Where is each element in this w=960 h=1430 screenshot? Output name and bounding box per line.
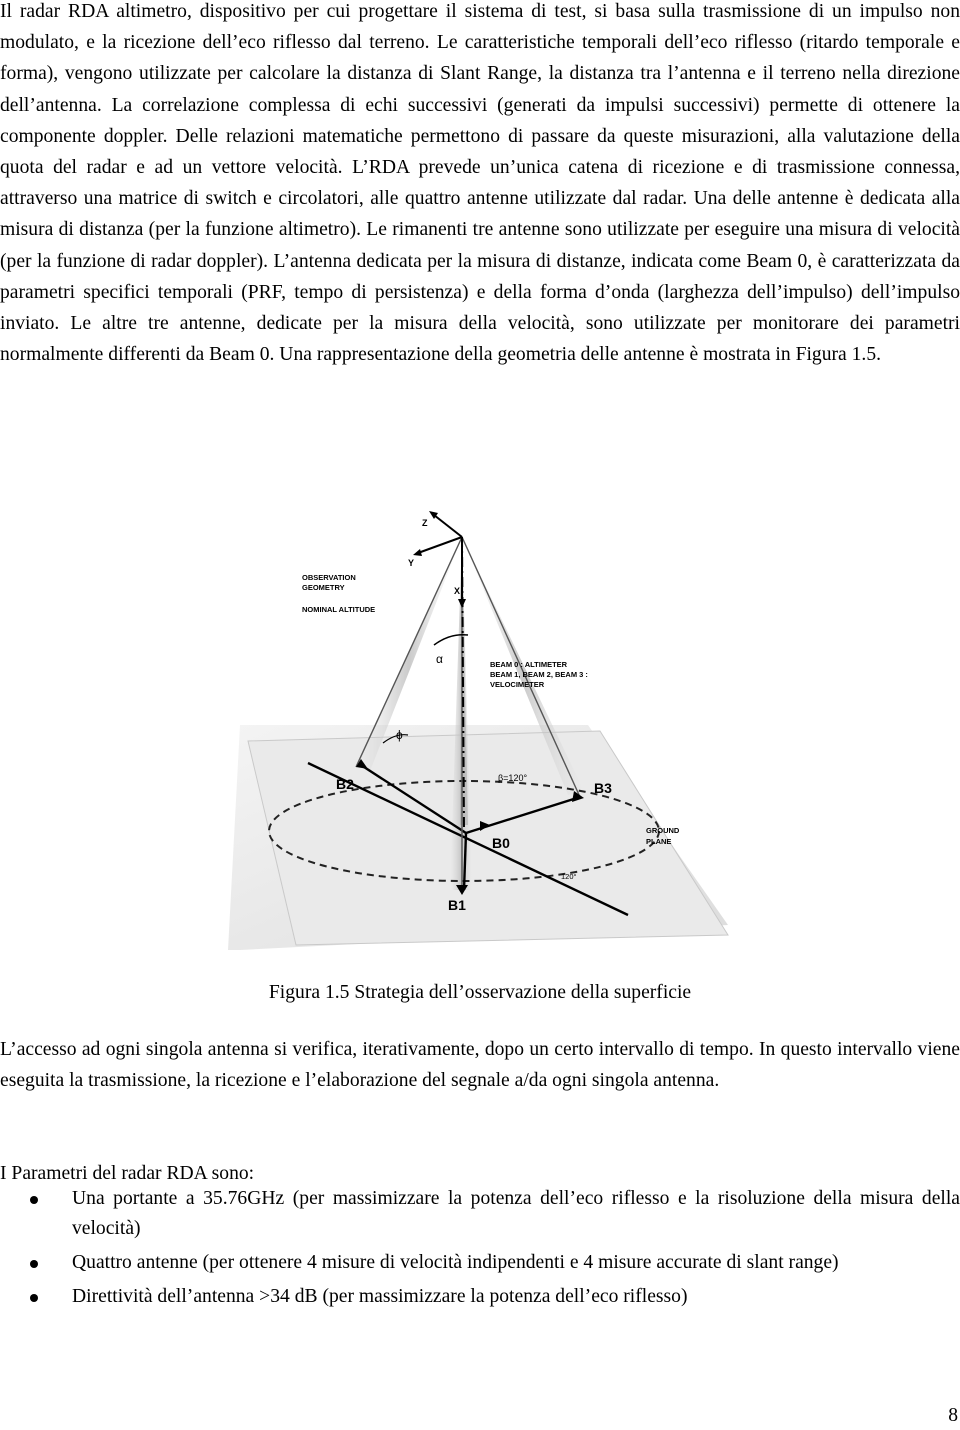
bullet-icon xyxy=(30,1294,38,1302)
antenna-access-paragraph: L’accesso ad ogni singola antenna si verifica, iterativamente, dopo un certo intervallo di tempo. In questo intervallo viene eseguita la trasmissione, la ricezione e l’elaborazione del segnale a/da ogni singola antenna. xyxy=(0,1039,960,1092)
list-item xyxy=(0,1282,960,1312)
list-item-text: Quattro antenne (per ottenere 4 misure di velocità indipendenti e 4 misure accurate di slant range) xyxy=(72,1252,839,1273)
nominal-altitude-label: NOMINAL ALTITUDE xyxy=(302,605,376,614)
observation-geometry-diagram xyxy=(228,495,736,950)
z-label: Z xyxy=(422,518,428,528)
x-label: X xyxy=(454,586,461,596)
intro-paragraph: Il radar RDA altimetro, dispositivo per cui progettare il sistema di test, si basa sulla trasmissione di un impulso non modulato, e la ricezione dell’eco riflesso dal terreno. Le caratteristiche temporali dell’eco riflesso (ritardo temporale e forma), vengono utilizzate per calcolare la distanza di Slant Range, la distanza tra l’antenna e il terreno nella direzione dell’antenna. La correlazione complessa di echi successivi (generati da impulsi successivi) permette di ottenere la componente doppler. Delle relazioni matematiche permettono di passare da queste misurazioni, alla valutazione della quota del radar e ad un vettore velocità. L’RDA prevede un’unica catena di ricezione e di trasmissione connessa, attraverso una matrice di switch e circolatori, alle quattro antenne utilizzate dal radar. Una delle antenne è dedicata alla misura di distanza (per la funzione altimetro). Le rimanenti tre antenne sono utilizzate per eseguire una misura di velocità (per la funzione di radar doppler). L’antenna dedicata per la misura di distanze, indicata come Beam 0, è caratterizzata da parametri specifici temporali (PRF, tempo di persistenza) e della forma d’onda (larghezza dell’impulso) dell’impulso inviato. Le altre tre antenne, dedicate per la misura della velocità, sono utilizzate per monitorare dei parametri normalmente differenti da Beam 0. Una rappresentazione della geometria delle antenne è mostrata in Figura 1.5. xyxy=(0,1,960,366)
beam-legend-line-1: BEAM 0 : ALTIMETER xyxy=(490,660,568,669)
figure-observation-geometry xyxy=(228,495,736,950)
alpha-label: α xyxy=(436,652,443,666)
list-item-text: Direttività dell’antenna >34 dB (per massimizzare la potenza dell’eco riflesso) xyxy=(72,1286,688,1307)
y-label: Y xyxy=(408,558,415,568)
beam-legend-line-3: VELOCIMETER xyxy=(490,680,545,689)
bullet-icon xyxy=(30,1196,38,1204)
angle-120-label: 120° xyxy=(561,872,577,881)
list-item-text: Una portante a 35.76GHz (per massimizzare la potenza dell’eco riflesso e la risoluzione della misura della velocità) xyxy=(72,1188,960,1239)
b0-label: B0 xyxy=(492,835,510,851)
ground-plane-label-2: PLANE xyxy=(646,837,672,846)
b3-label: B3 xyxy=(594,780,612,796)
ground-plane-label-1: GROUND xyxy=(646,826,680,835)
page-number: 8 xyxy=(948,1405,958,1426)
bullet-icon xyxy=(30,1260,38,1268)
parameters-intro: I Parametri del radar RDA sono: xyxy=(0,1163,255,1184)
observation-geometry-label-2: GEOMETRY xyxy=(302,583,345,592)
phi-label: ϕ xyxy=(396,728,403,742)
parameters-list xyxy=(0,1184,960,1316)
z-axis xyxy=(434,515,462,537)
beam-legend-line-2: BEAM 1, BEAM 2, BEAM 3 : xyxy=(490,670,588,679)
list-item xyxy=(0,1248,960,1278)
beta-label: β=120° xyxy=(498,773,528,783)
observation-geometry-label-1: OBSERVATION xyxy=(302,573,356,582)
list-item xyxy=(0,1184,960,1244)
b2-label: B2 xyxy=(336,776,354,792)
figure-caption: Figura 1.5 Strategia dell’osservazione della superficie xyxy=(268,982,692,1003)
b1-label: B1 xyxy=(448,897,466,913)
